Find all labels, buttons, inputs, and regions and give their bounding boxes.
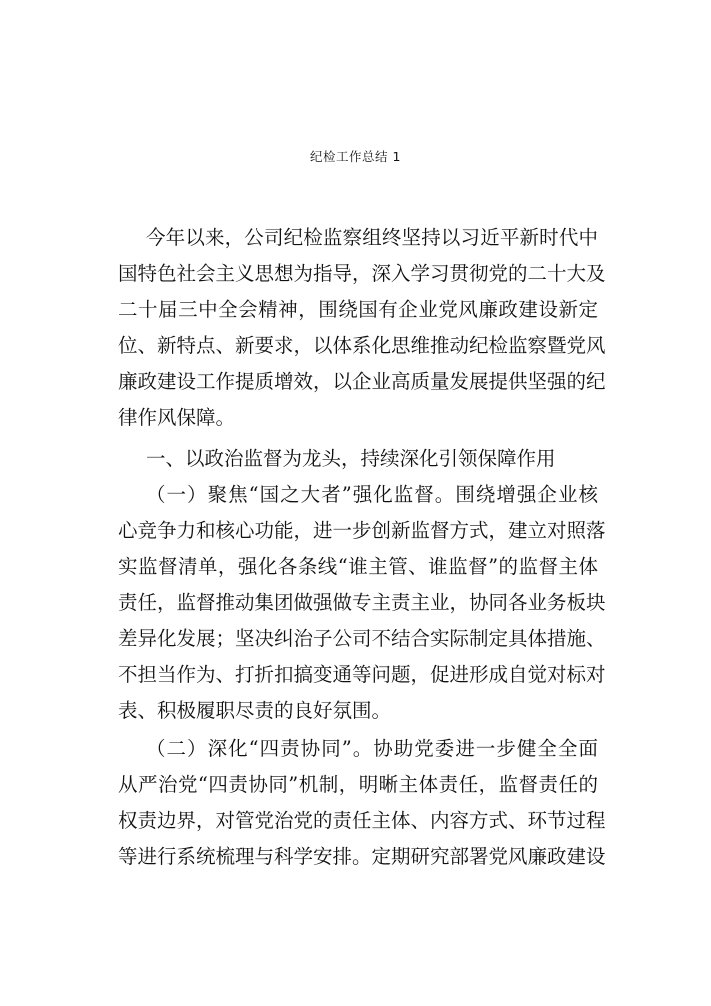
paragraph-1-line-3: 二十届三中全会精神，围绕国有企业党风廉政建设新定 [118,298,598,321]
paragraph-2-line-6: 不担当作为、打折扣搞变通等问题，促进形成自觉对标对 [118,663,606,686]
paragraph-1-line-2: 国特色社会主义思想为指导，深入学习贯彻党的二十大及 [118,262,606,285]
paragraph-2-line-2: 心竞争力和核心功能，进一步创新监督方式，建立对照落 [118,519,606,542]
section-heading-1: 一、以政治监督为龙头，持续深化引领保障作用 [146,447,556,470]
paragraph-3-line-3: 权责边界，对管党治党的责任主体、内容方式、环节过程 [118,809,606,832]
paragraph-2-line-1: （一）聚焦“国之大者”强化监督。围绕增强企业核 [146,483,598,506]
paragraph-2-line-7: 表、积极履职尽责的良好氛围。 [118,699,392,722]
paragraph-2-line-3: 实监督清单，强化各条线“谁主管、谁监督”的监督主体 [118,555,598,578]
paragraph-1-line-4: 位、新特点、新要求，以体系化思维推动纪检监察暨党风 [118,334,606,357]
paragraph-1-line-1: 今年以来，公司纪检监察组终坚持以习近平新时代中 [146,226,598,249]
paragraph-2-line-5: 差异化发展；坚决纠治子公司不结合实际制定具体措施、 [118,627,606,650]
paragraph-2-line-4: 责任，监督推动集团做强做专主责主业，协同各业务板块 [118,591,606,614]
paragraph-3-line-1: （二）深化“四责协同”。协助党委进一步健全全面 [146,737,598,760]
document-title: 纪检工作总结 1 [310,149,401,164]
paragraph-1-line-5: 廉政建设工作提质增效，以企业高质量发展提供坚强的纪 [118,370,606,393]
paragraph-1-line-6: 律作风保障。 [118,406,236,429]
paragraph-3-line-2: 从严治党“四责协同”机制，明晰主体责任，监督责任的 [118,773,598,796]
paragraph-3-line-4: 等进行系统梳理与科学安排。定期研究部署党风廉政建设 [118,845,606,868]
